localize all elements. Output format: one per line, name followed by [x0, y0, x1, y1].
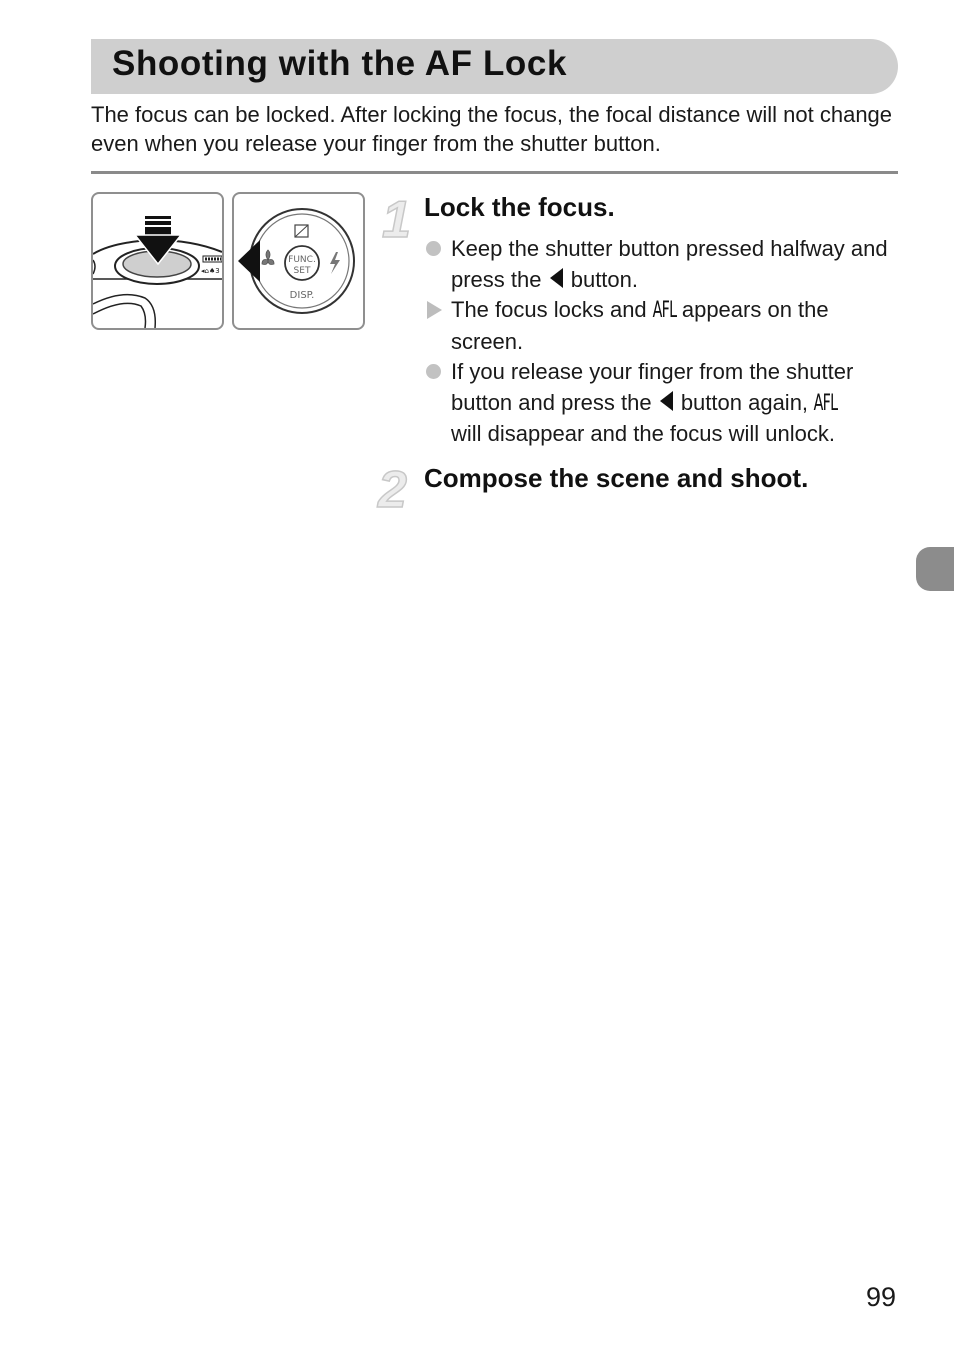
intro-text: The focus can be locked. After locking the focus, the focal distance will not change even when you release your finger from the shutter button. — [91, 102, 893, 156]
left-button-arrow-icon — [238, 240, 260, 282]
item-text: appears on the screen. — [451, 297, 829, 354]
item-text: If you release your finger from the shutter button and press the — [451, 359, 854, 415]
chapter-tab — [916, 547, 954, 591]
left-button-icon — [550, 268, 563, 288]
title-bar — [91, 39, 898, 94]
result-arrow-icon — [427, 301, 442, 319]
step-title-1: Lock the focus. — [424, 192, 615, 222]
step-number-2: 2 — [378, 461, 407, 519]
page-number: 99 — [866, 1282, 897, 1312]
step-number-1: 1 — [382, 191, 411, 249]
afl-icon: AFL — [652, 298, 677, 323]
bullet-circle-icon — [426, 364, 441, 379]
shutter-button-illustration — [91, 192, 224, 330]
item-text: button again, — [674, 389, 815, 415]
list-item — [424, 295, 899, 357]
divider — [91, 171, 898, 174]
control-dial-illustration — [232, 192, 365, 330]
shutter-press-icon — [93, 194, 222, 328]
list-item — [424, 234, 899, 295]
item-text: Keep the shutter button pressed halfway and press the — [451, 236, 888, 292]
step-1-items — [424, 234, 899, 450]
page-title: Shooting with the AF Lock — [112, 44, 568, 83]
item-text: button. — [564, 266, 638, 292]
bullet-circle-icon — [426, 241, 441, 256]
afl-icon: AFL — [813, 390, 838, 416]
svg-text:◂⌂♠3: ◂⌂♠3 — [201, 267, 220, 275]
dial-func-label: FUNC. — [288, 255, 316, 265]
item-text: The focus locks and — [451, 297, 653, 322]
dial-disp-label: DISP. — [289, 290, 315, 301]
item-text: will disappear and the focus will unlock. — [451, 421, 835, 446]
list-item — [424, 357, 899, 450]
step-title-2: Compose the scene and shoot. — [424, 463, 809, 493]
dial-set-label: SET — [293, 266, 311, 276]
left-button-icon — [660, 391, 673, 411]
control-dial-icon — [234, 194, 363, 328]
